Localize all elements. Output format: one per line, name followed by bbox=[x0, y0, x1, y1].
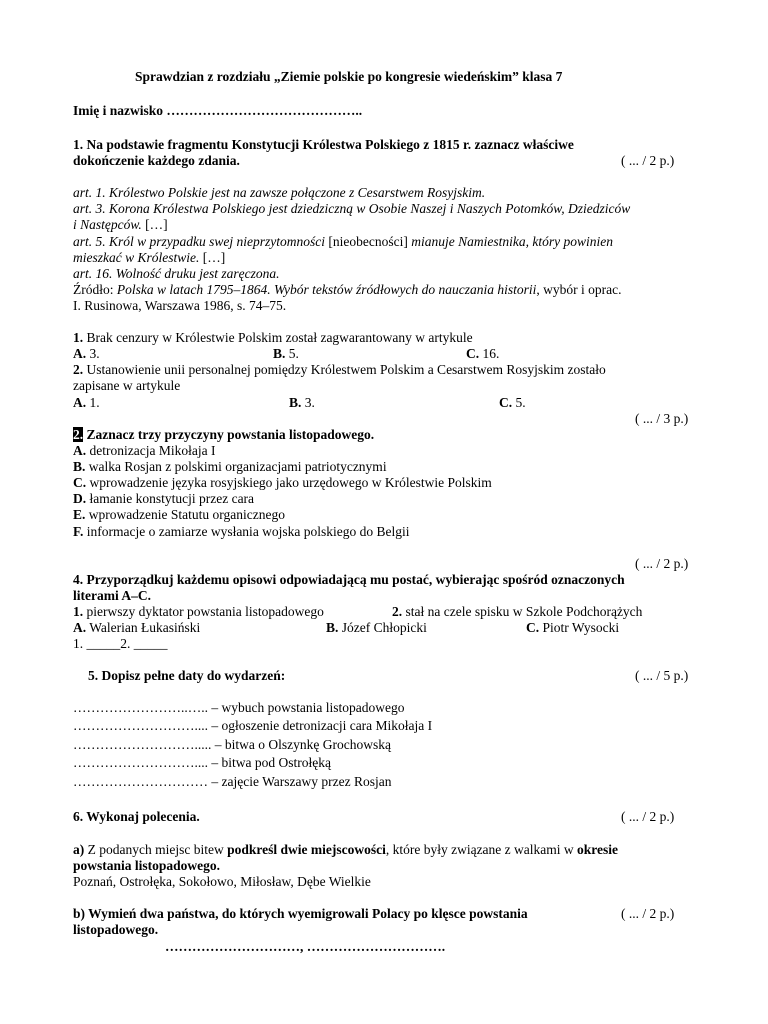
source-art1: art. 1. Królestwo Polskie jest na zawsze połączone z Cesarstwem Rosyjskim. bbox=[73, 185, 486, 200]
q1-sub2-text: 2. Ustanowienie unii personalnej pomiędzy Królestwem Polskim a Cesarstwem Rosyjskim zostało bbox=[73, 362, 606, 377]
q1-instruction-line1: 1. Na podstawie fragmentu Konstytucji Królestwa Polskiego z 1815 r. zaznacz właściwe bbox=[73, 137, 574, 152]
q4-person-c: C. Piotr Wysocki bbox=[526, 620, 620, 635]
q6b-instruction-line2: listopadowego. bbox=[73, 922, 159, 937]
q6-instruction: 6. Wykonaj polecenia. bbox=[73, 809, 200, 824]
q1-sub2-text-line2: zapisane w artykule bbox=[73, 378, 181, 393]
source-art3-line2: i Następców. […] bbox=[73, 217, 168, 232]
q4-instruction-line2: literami A–C. bbox=[73, 588, 151, 603]
q2-option-f[interactable]: F. informacje o zamiarze wysłania wojska polskiego do Belgii bbox=[73, 524, 410, 539]
source-art3-line1: art. 3. Korona Królestwa Polskiego jest dziedziczną w Osobie Naszej i Naszych Potomków, Dziedziców bbox=[73, 201, 631, 216]
q5-event-1[interactable]: ……………………..….. – wybuch powstania listopadowego bbox=[73, 700, 405, 715]
q2-option-b[interactable]: B. walka Rosjan z polskimi organizacjami patriotycznymi bbox=[73, 459, 387, 474]
q1-sub1-text: 1. Brak cenzury w Królestwie Polskim został zagwarantowany w artykule bbox=[73, 330, 473, 345]
q1-sub1-option-a[interactable]: A. 3. bbox=[73, 346, 100, 361]
q1-sub1-option-b[interactable]: B. 5. bbox=[273, 346, 299, 361]
q4-points: ( ... / 2 p.) bbox=[635, 556, 689, 571]
q6b-answer-blanks[interactable]: …………………………, …………………………. bbox=[165, 939, 446, 954]
source-art5-line1: art. 5. Król w przypadku swej nieprzytomności [nieobecności] mianuje Namiestnika, który powinien bbox=[73, 234, 613, 249]
q4-person-b: B. Józef Chłopicki bbox=[326, 620, 427, 635]
q4-description-1: 1. pierwszy dyktator powstania listopadowego bbox=[73, 604, 324, 619]
name-field-label[interactable]: Imię i nazwisko …………………………………….. bbox=[73, 103, 363, 118]
q1-instruction-line2: dokończenie każdego zdania. bbox=[73, 153, 240, 168]
source-art5-line2: mieszkać w Królestwie. […] bbox=[73, 250, 226, 265]
q5-event-2[interactable]: ……………………….... – ogłoszenie detronizacji cara Mikołaja I bbox=[73, 718, 433, 733]
q5-instruction: 5. Dopisz pełne daty do wydarzeń: bbox=[88, 668, 286, 683]
q4-person-a: A. Walerian Łukasiński bbox=[73, 620, 201, 635]
q2-number-highlight: 2. bbox=[73, 427, 84, 442]
q6a-instruction-line2: powstania listopadowego. bbox=[73, 858, 221, 873]
source-citation-line1: Źródło: Polska w latach 1795–1864. Wybór tekstów źródłowych do nauczania historii, wybór i oprac. bbox=[73, 282, 622, 297]
q2-points: ( ... / 3 p.) bbox=[635, 411, 689, 426]
q2-option-d[interactable]: D. łamanie konstytucji przez cara bbox=[73, 491, 255, 506]
q5-event-5[interactable]: ………………………… – zajęcie Warszawy przez Rosjan bbox=[73, 774, 392, 789]
q6-points: ( ... / 2 p.) bbox=[621, 809, 675, 824]
q2-option-e[interactable]: E. wprowadzenie Statutu organicznego bbox=[73, 507, 285, 522]
q2-option-c[interactable]: C. wprowadzenie języka rosyjskiego jako urzędowego w Królestwie Polskim bbox=[73, 475, 492, 490]
q2-option-a[interactable]: A. detronizacja Mikołaja I bbox=[73, 443, 216, 458]
q1-points: ( ... / 2 p.) bbox=[621, 153, 675, 168]
q4-description-2: 2. stał na czele spisku w Szkole Podchorążych bbox=[392, 604, 643, 619]
q1-sub2-option-a[interactable]: A. 1. bbox=[73, 395, 100, 410]
q1-sub1-option-c[interactable]: C. 16. bbox=[466, 346, 500, 361]
q4-instruction-line1: 4. Przyporządkuj każdemu opisowi odpowiadającą mu postać, wybierając spośród oznaczonych bbox=[73, 572, 625, 587]
q6a-places-list[interactable]: Poznań, Ostrołęka, Sokołowo, Miłosław, Dębe Wielkie bbox=[73, 874, 371, 889]
source-art16: art. 16. Wolność druku jest zaręczona. bbox=[73, 266, 280, 281]
q1-sub2-option-c[interactable]: C. 5. bbox=[499, 395, 526, 410]
q6b-instruction-line1: b) Wymień dwa państwa, do których wyemigrowali Polacy po klęsce powstania bbox=[73, 906, 528, 921]
q5-event-3[interactable]: ………………………..... – bitwa o Olszynkę Grochowską bbox=[73, 737, 391, 752]
q1-sub2-option-b[interactable]: B. 3. bbox=[289, 395, 315, 410]
q6a-instruction-line1: a) Z podanych miejsc bitew podkreśl dwie miejscowości, które były związane z walkami w okresie bbox=[73, 842, 619, 857]
source-citation-line2: I. Rusinowa, Warszawa 1986, s. 74–75. bbox=[73, 298, 287, 313]
q6b-points: ( ... / 2 p.) bbox=[621, 906, 675, 921]
q5-points: ( ... / 5 p.) bbox=[635, 668, 689, 683]
worksheet-title: Sprawdzian z rozdziału „Ziemie polskie po kongresie wiedeńskim” klasa 7 bbox=[135, 69, 563, 84]
q4-answer-blanks[interactable]: 1. _____2. _____ bbox=[73, 636, 168, 651]
q2-instruction: 2. Zaznacz trzy przyczyny powstania listopadowego. bbox=[73, 427, 375, 442]
q5-event-4[interactable]: ……………………….... – bitwa pod Ostrołęką bbox=[73, 755, 331, 770]
